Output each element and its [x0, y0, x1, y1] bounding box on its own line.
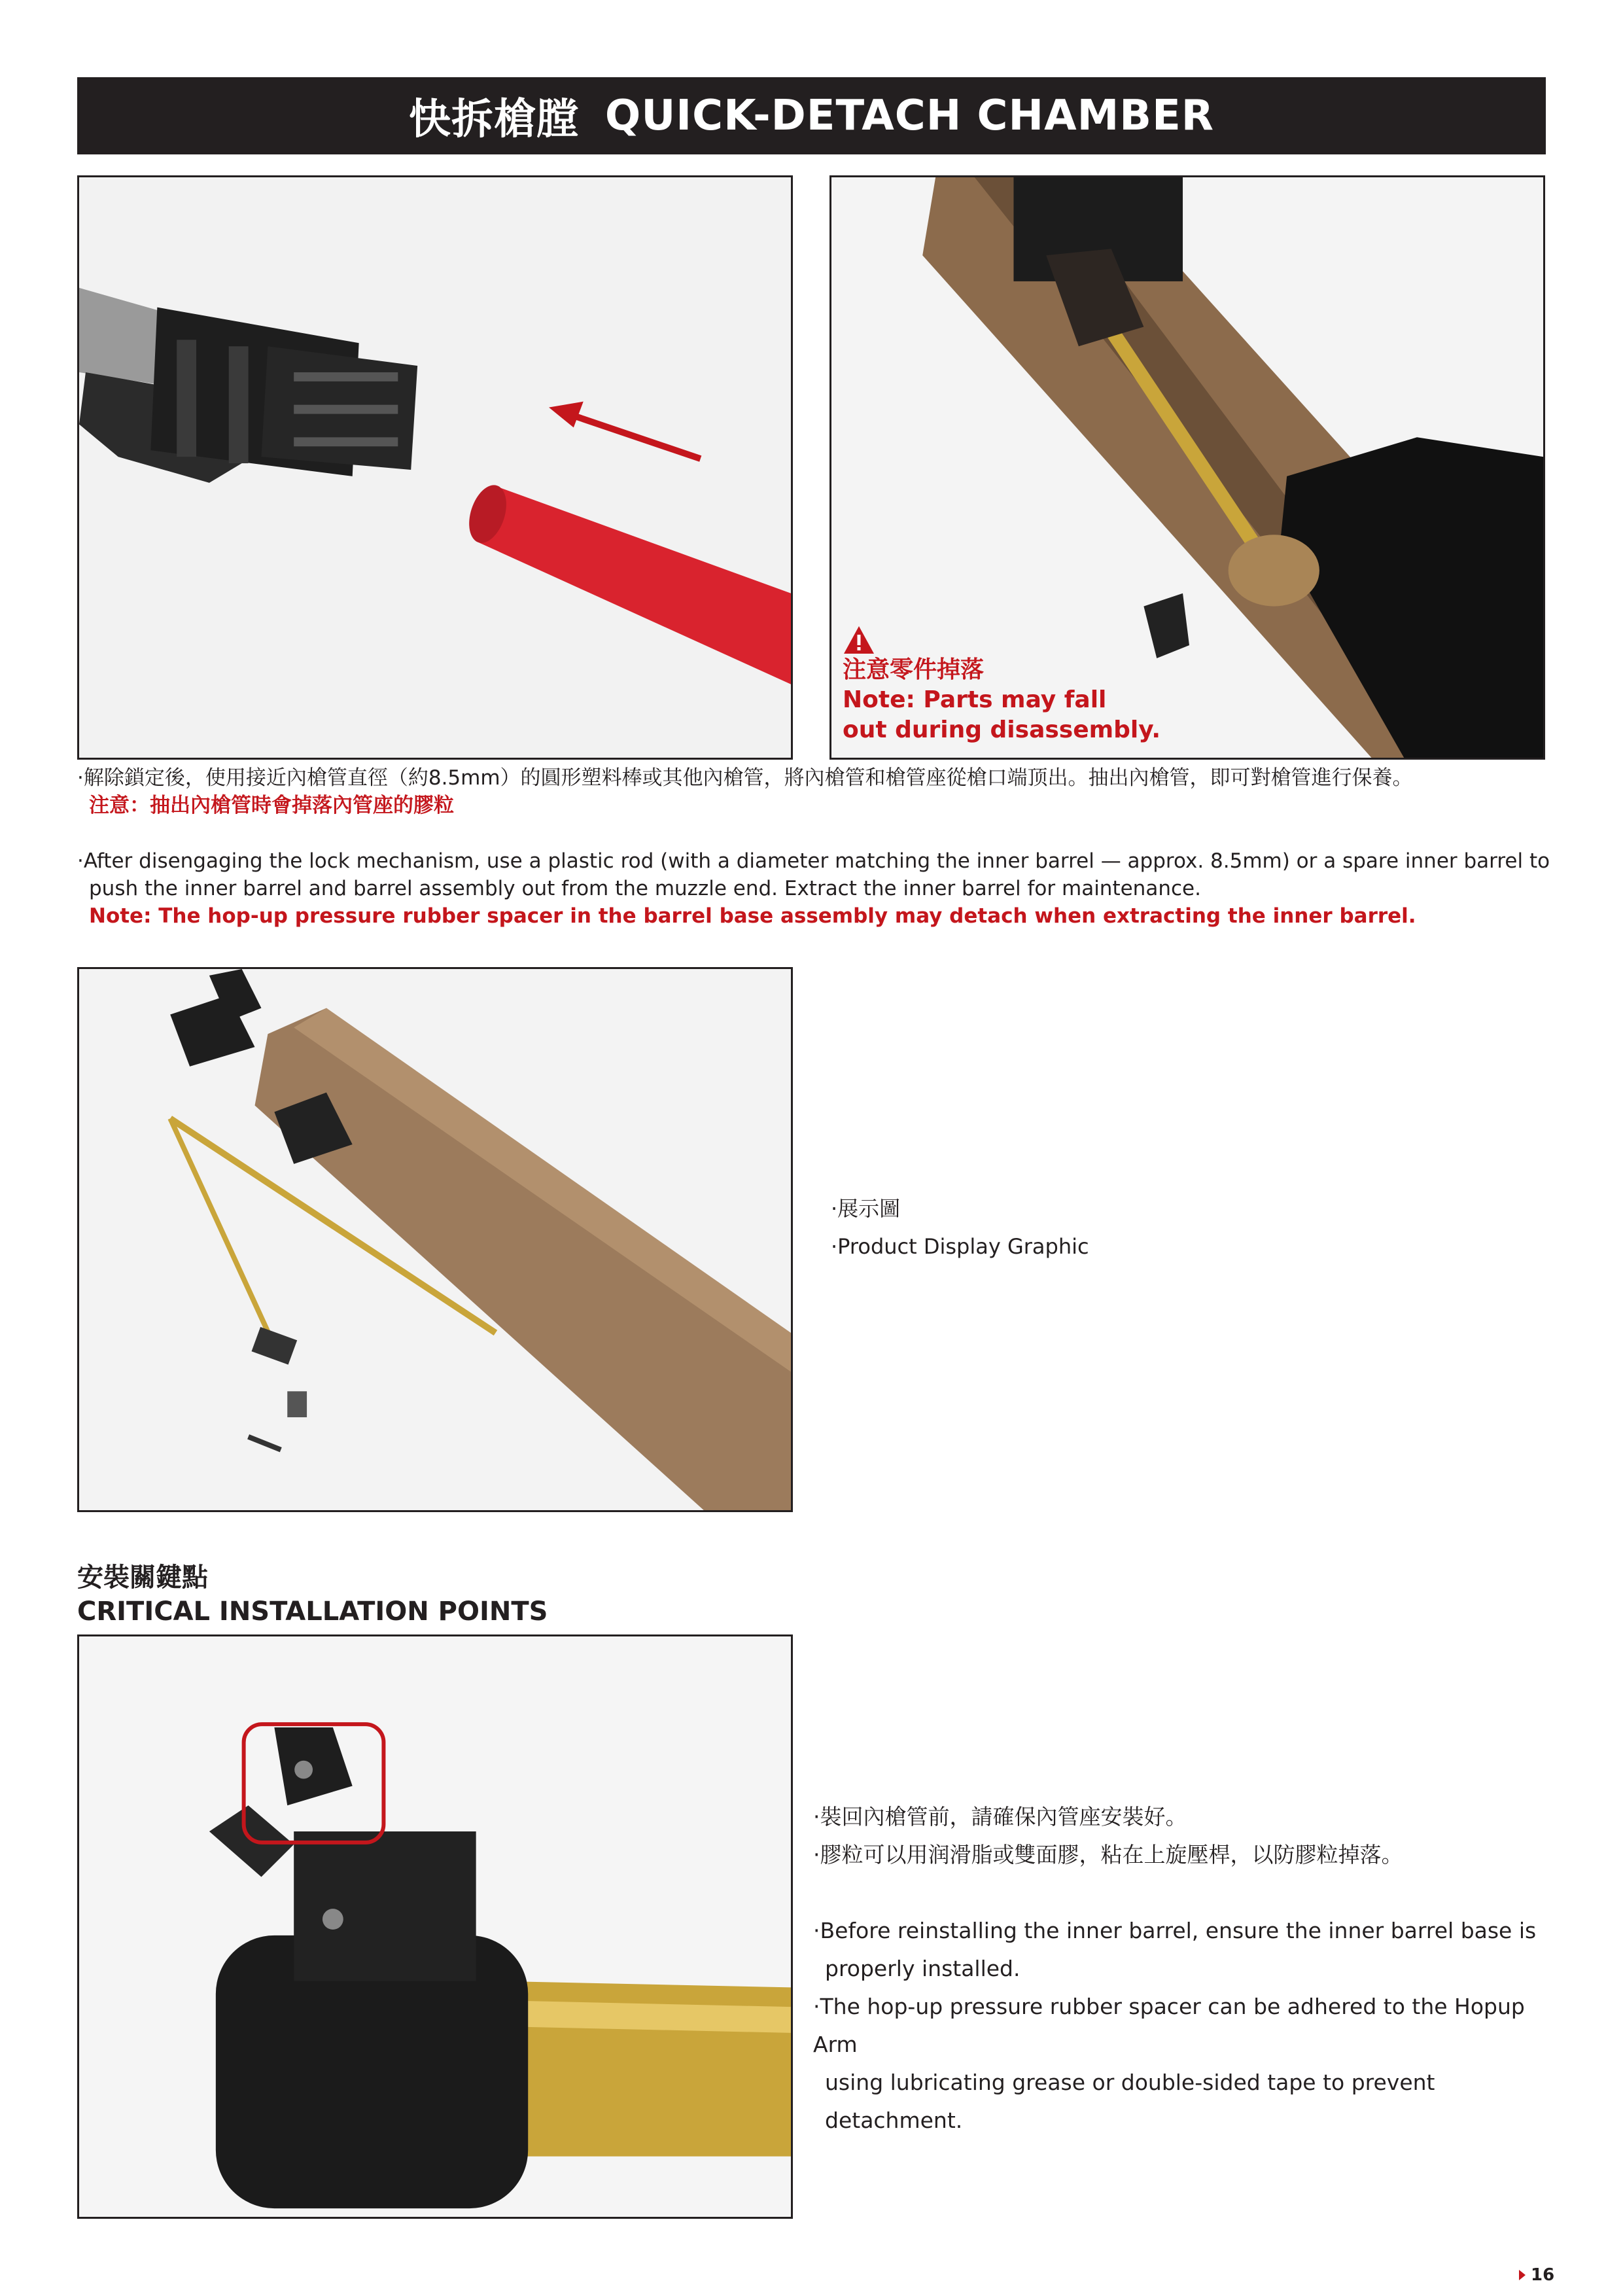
instruction-en-line-2: push the inner barrel and barrel assembly out from the muzzle end. Extract the inner barrel for maintenance.	[89, 877, 1201, 900]
page-marker-icon	[1519, 2270, 1526, 2280]
section-heading	[77, 1561, 548, 1629]
install-en-1a: ·Before reinstalling the inner barrel, ensure the inner barrel base is	[813, 1918, 1537, 1943]
instruction-zh-note: 注意：抽出內槍管時會掉落內管座的膠粒	[89, 794, 454, 817]
install-zh-2: ·膠粒可以用润滑脂或雙面膠，粘在上旋壓桿，以防膠粒掉落。	[813, 1842, 1403, 1867]
warning-text-en-1: Note: Parts may fall	[843, 686, 1107, 713]
instruction-zh-text: ·解除鎖定後，使用接近內槍管直徑（約8.5mm）的圓形塑料棒或其他內槍管，將內槍管和槍管座從槍口端顶出。抽出內槍管，即可對槍管進行保養。	[77, 766, 1413, 790]
instructions-zh	[77, 764, 1556, 819]
section-heading-en: CRITICAL INSTALLATION POINTS	[77, 1597, 548, 1627]
display-caption	[831, 1190, 1420, 1265]
warning-text-zh: 注意零件掉落	[843, 656, 985, 683]
warning-callout	[843, 625, 1183, 745]
photo-barrel-base	[77, 1634, 793, 2219]
display-caption-en: ·Product Display Graphic	[831, 1234, 1089, 1259]
instruction-en-note: Note: The hop-up pressure rubber spacer in the barrel base assembly may detach when extracting the inner barrel.	[89, 904, 1416, 928]
install-zh-1: ·裝回內槍管前，請確保內管座安裝好。	[813, 1804, 1187, 1829]
page-title-bar	[77, 77, 1546, 154]
photo-muzzle-rod	[77, 175, 793, 760]
title-chinese: 快拆槍膛	[408, 96, 579, 144]
page-number-text: 16	[1531, 2265, 1555, 2285]
instruction-en-line-1: ·After disengaging the lock mechanism, use a plastic rod (with a diameter matching the inner barrel — approx. 8.5mm) or a spare inner barrel to	[77, 849, 1550, 873]
installation-notes	[813, 1798, 1552, 2140]
display-caption-zh: ·展示圖	[831, 1196, 901, 1221]
instructions-en	[77, 847, 1556, 930]
photo-product-display	[77, 967, 793, 1512]
install-en-1b: properly installed.	[825, 1956, 1021, 1981]
section-heading-zh: 安裝關鍵點	[77, 1563, 208, 1593]
install-en-2a: ·The hop-up pressure rubber spacer can be adhered to the Hopup Arm	[813, 1994, 1525, 2057]
page-number	[1519, 2265, 1554, 2285]
warning-icon	[843, 625, 875, 655]
warning-text-en-2: out during disassembly.	[843, 716, 1161, 743]
install-en-2b: using lubricating grease or double-sided tape to prevent detachment.	[825, 2070, 1435, 2133]
title-english: QUICK-DETACH CHAMBER	[604, 92, 1215, 140]
